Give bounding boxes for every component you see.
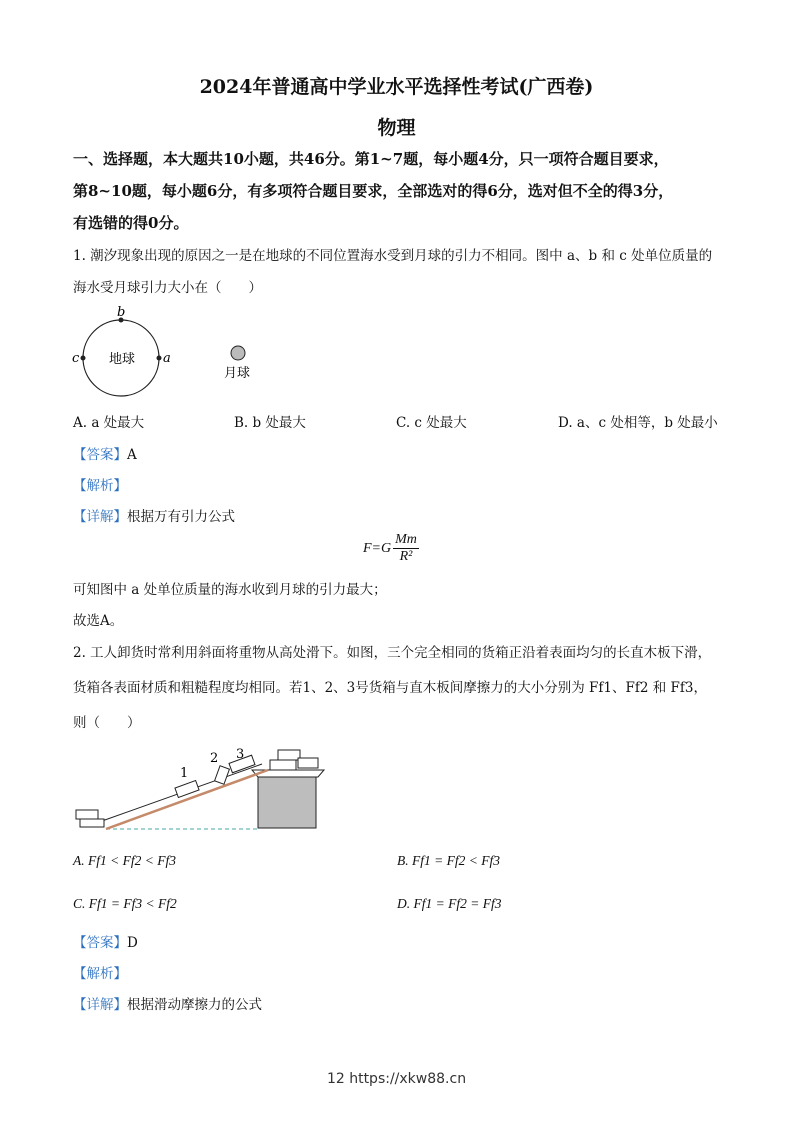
q1-answer: 【答案】A xyxy=(73,447,137,463)
section-line: 有选错的得0分。 xyxy=(73,214,189,232)
q1-stem: 海水受月球引力大小在（ ） xyxy=(73,280,262,296)
q2-stem: 2. 工人卸货时常利用斜面将重物从高处滑下。如图，三个完全相同的货箱正沿着表面均匀的长直木板下滑， xyxy=(73,645,712,661)
crate-2 xyxy=(215,766,230,784)
label-a: a xyxy=(163,351,171,366)
q2-detail: 【详解】根据滑动摩擦力的公式 xyxy=(73,997,262,1013)
subject-title: 物理 xyxy=(377,117,416,139)
q2-analysis-label: 【解析】 xyxy=(73,966,127,982)
option-d: D. Ff1 = Ff2 = Ff3 xyxy=(397,896,502,911)
option-b: B. Ff1 = Ff2 < Ff3 xyxy=(397,853,500,868)
q2-answer: 【答案】D xyxy=(73,935,138,951)
q1-conclusion: 可知图中 a 处单位质量的海水收到月球的引力最大； xyxy=(73,582,387,598)
moon-label: 月球 xyxy=(224,366,251,381)
q2-figure xyxy=(72,742,332,834)
section-line: 一、选择题，本大题共10小题，共46分。第1~7题，每小题4分，只一项符合题目要求， xyxy=(73,150,669,168)
option-d: D. a、c 处相等，b 处最小 xyxy=(558,415,718,431)
q1-choose: 故选A。 xyxy=(73,613,124,629)
q1-stem: 1. 潮汐现象出现的原因之一是在地球的不同位置海水受到月球的引力不相同。图中 a、b 和 c 处单位质量的 xyxy=(73,248,713,264)
label-1: 1 xyxy=(180,766,189,781)
q2-stem: 则（ ） xyxy=(73,715,141,731)
section-line: 第8~10题，每小题6分，有多项符合题目要求，全部选对的得6分，选对但不全的得3分， xyxy=(73,182,674,200)
label-3: 3 xyxy=(236,747,245,762)
platform-block xyxy=(258,770,316,828)
option-b: B. b 处最大 xyxy=(234,415,306,431)
q2-stem: 货箱各表面材质和粗糙程度均相同。若1、2、3号货箱与直木板间摩擦力的大小分别为 Ff1、Ff2 和 Ff3， xyxy=(73,680,707,696)
label-b: b xyxy=(117,305,126,320)
moon-circle xyxy=(231,346,245,360)
page-footer: 12 https://xkw88.cn xyxy=(326,1071,467,1087)
page-title: 2024年普通高中学业水平选择性考试(广西卷) xyxy=(199,76,594,98)
label-c: c xyxy=(72,351,80,366)
q1-figure xyxy=(66,305,266,405)
earth-label: 地球 xyxy=(109,352,136,367)
option-a: A. Ff1 < Ff2 < Ff3 xyxy=(73,853,176,868)
q1-analysis-label: 【解析】 xyxy=(73,478,127,494)
crate-1 xyxy=(175,781,199,798)
option-a: A. a 处最大 xyxy=(73,415,145,431)
option-c: C. c 处最大 xyxy=(396,415,467,431)
label-2: 2 xyxy=(210,751,219,766)
formula: F=G Mm R² xyxy=(363,532,417,564)
option-c: C. Ff1 = Ff3 < Ff2 xyxy=(73,896,177,911)
q1-detail: 【详解】根据万有引力公式 xyxy=(73,509,235,525)
